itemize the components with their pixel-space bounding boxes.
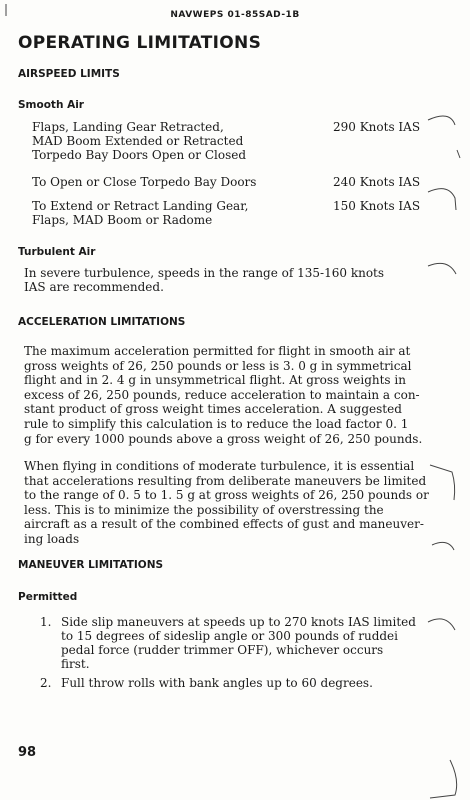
page-header: NAVWEPS 01-85SAD-1B <box>170 10 300 20</box>
text-line: aircraft as a result of the combined effects of gust and maneuver- <box>24 517 424 532</box>
text-line: To Extend or Retract Landing Gear, <box>32 199 249 213</box>
acceleration-heading: ACCELERATION LIMITATIONS <box>18 316 186 328</box>
revision-mark <box>428 116 455 125</box>
list-number: 2. <box>40 676 52 690</box>
turbulent-air-heading: Turbulent Air <box>18 246 96 258</box>
page-number: 98 <box>18 745 37 760</box>
page-title: OPERATING LIMITATIONS <box>18 33 262 53</box>
airspeed-item-value: 150 Knots IAS <box>333 199 421 213</box>
text-line: pedal force (rudder trimmer OFF), whichever occurs <box>61 643 384 657</box>
text-line: Side slip maneuvers at speeds up to 270 knots IAS limited <box>61 615 416 629</box>
revision-mark <box>428 189 456 210</box>
text-line: rule to simplify this calculation is to reduce the load factor 0. 1 <box>24 416 409 431</box>
text-line: Flaps, Landing Gear Retracted, <box>32 120 224 134</box>
text-line: The maximum acceleration permitted for flight in smooth air at <box>24 344 411 358</box>
text-line: stant product of gross weight times acceleration. A suggested <box>24 402 402 417</box>
revision-mark <box>430 760 457 798</box>
revision-mark <box>432 542 454 550</box>
airspeed-item-value: 290 Knots IAS <box>333 120 421 134</box>
text-line: ing loads <box>24 531 80 546</box>
text-line: Flaps, MAD Boom or Radome <box>32 213 213 227</box>
airspeed-heading: AIRSPEED LIMITS <box>18 68 120 80</box>
text-line: Torpedo Bay Doors Open or Closed <box>32 148 247 162</box>
list-number: 1. <box>40 615 52 629</box>
text-line: less. This is to minimize the possibility of overstressing the <box>24 502 384 517</box>
revision-mark <box>457 150 460 158</box>
maneuver-heading: MANEUVER LIMITATIONS <box>18 559 164 571</box>
revision-mark <box>428 263 456 274</box>
permitted-heading: Permitted <box>18 591 78 603</box>
text-line: gross weights of 26, 250 pounds or less is 3. 0 g in symmetrical <box>24 358 412 373</box>
text-line: In severe turbulence, speeds in the range of 135-160 knots <box>24 266 385 280</box>
text-line: to 15 degrees of sideslip angle or 300 pounds of ruddei <box>61 629 398 643</box>
text-line: excess of 26, 250 pounds, reduce acceleration to maintain a con- <box>24 387 420 402</box>
text-line: Full throw rolls with bank angles up to 60 degrees. <box>61 676 373 690</box>
text-line: that accelerations resulting from deliberate maneuvers be limited <box>24 473 427 488</box>
text-line: To Open or Close Torpedo Bay Doors <box>32 175 257 189</box>
revision-mark <box>428 619 455 630</box>
text-line: first. <box>61 657 90 671</box>
text-line: g for every 1000 pounds above a gross weight of 26, 250 pounds. <box>24 431 423 446</box>
revision-mark <box>430 465 455 500</box>
text-line: MAD Boom Extended or Retracted <box>32 134 244 148</box>
smooth-air-heading: Smooth Air <box>18 99 84 111</box>
text-line: When flying in conditions of moderate turbulence, it is essential <box>24 459 415 473</box>
text-line: to the range of 0. 5 to 1. 5 g at gross weights of 26, 250 pounds or <box>24 488 429 503</box>
airspeed-item-value: 240 Knots IAS <box>333 175 421 189</box>
text-line: IAS are recommended. <box>24 280 164 294</box>
text-line: flight and in 2. 4 g in unsymmetrical flight. At gross weights in <box>24 373 406 388</box>
